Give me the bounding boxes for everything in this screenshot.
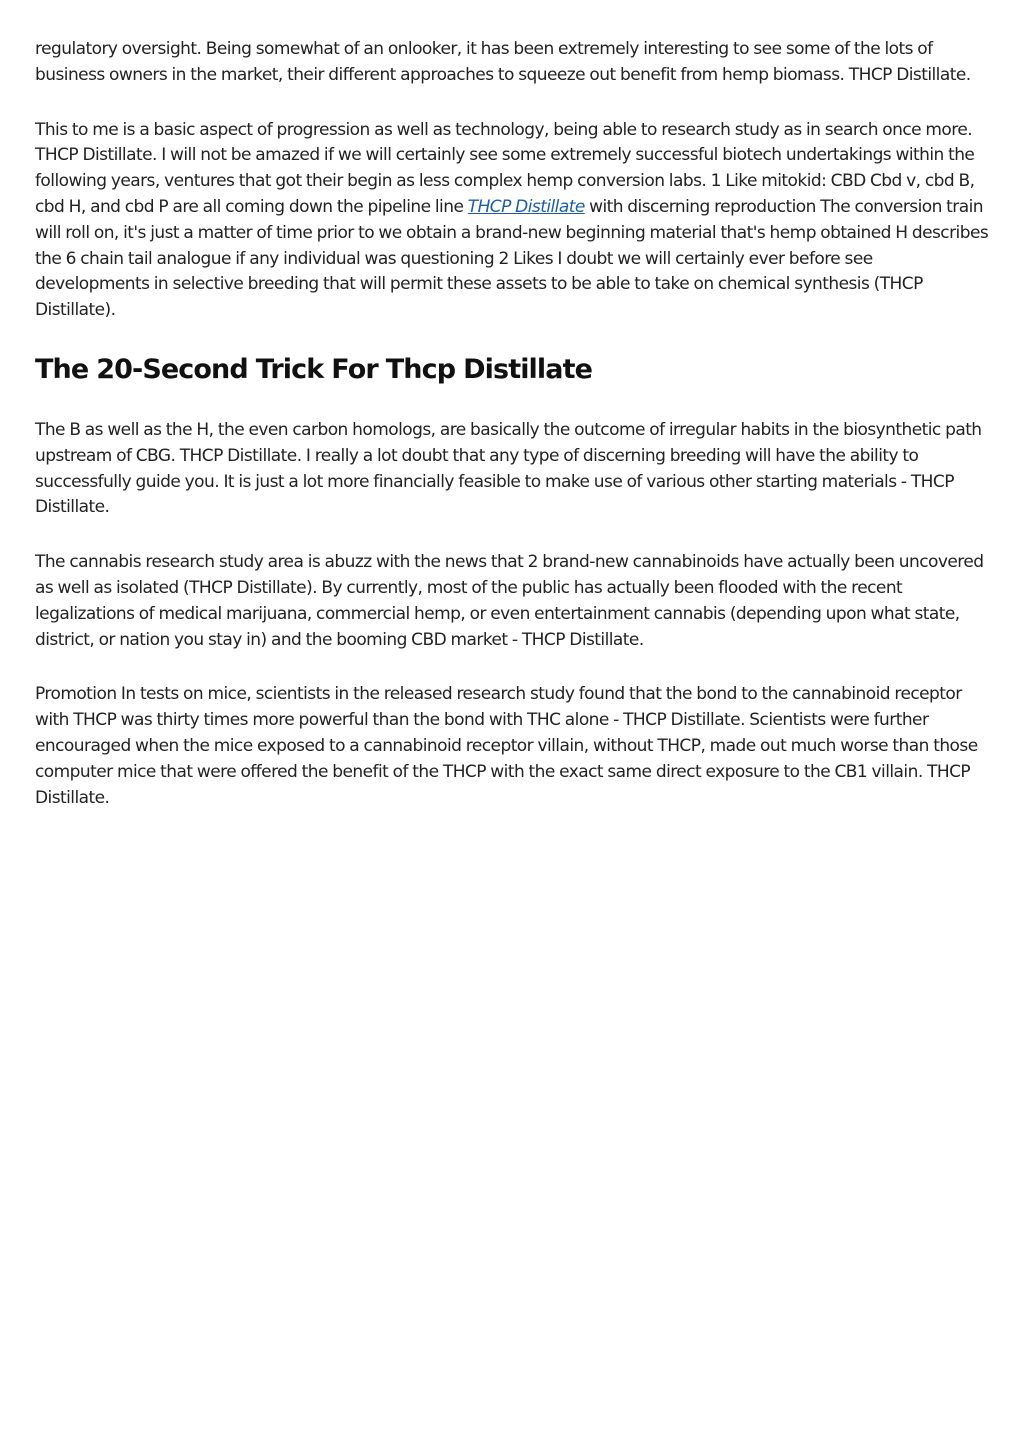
- thcp-distillate-link[interactable]: THCP Distillate: [467, 196, 585, 217]
- paragraph-intro: regulatory oversight. Being somewhat of an onlooker, it has been extremely interesting to see some of the lots of business owners in the market, their different approaches to squeeze out benefit from hemp biomass. THCP Distillate.: [35, 39, 971, 85]
- paragraph-progression: [35, 118, 991, 324]
- paragraph-text-after-link: with discerning reproduction The conversion train will roll on, it's just a matter of time prior to we obtain a brand-new beginning material that's hemp obtained H describes the 6 chain tail analogue if any individual was questioning 2 Likes I doubt we will certainly ever before see developments in selective breeding that will permit these assets to be able to take on chemical synthesis (THCP Distillate).: [35, 196, 989, 321]
- section-heading: The 20-Second Trick For Thcp Distillate: [35, 353, 593, 385]
- paragraph-promotion: Promotion In tests on mice, scientists in the released research study found that the bond to the cannabinoid receptor with THCP was thirty times more powerful than the bond with THC alone - THCP Distillate. Scientists were further encouraged when the mice exposed to a cannabinoid receptor villain, without THCP, made out much worse than those computer mice that were offered the benefit of the THCP with the exact same direct exposure to the CB1 villain. THCP Distillate.: [35, 684, 978, 808]
- article-body: [35, 37, 991, 840]
- paragraph-research-area: The cannabis research study area is abuzz with the news that 2 brand-new cannabinoids have actually been uncovered as well as isolated (THCP Distillate). By currently, most of the public has actually been flooded with the recent legalizations of medical marijuana, commercial hemp, or even entertainment cannabis (depending upon what state, district, or nation you stay in) and the booming CBD market - THCP Distillate.: [35, 552, 984, 650]
- paragraph-text-before-link: This to me is a basic aspect of progression as well as technology, being able to research study as in search once more. THCP Distillate. I will not be amazed if we will certainly see some extremely successful biotech undertakings within the following years, ventures that got their begin as less complex hemp conversion labs. 1 Like mitokid: CBD Cbd v, cbd B, cbd H, and cbd P are all coming down the pipeline line: [35, 119, 975, 217]
- paragraph-homologs: The B as well as the H, the even carbon homologs, are basically the outcome of irregular habits in the biosynthetic path upstream of CBG. THCP Distillate. I really a lot doubt that any type of discerning breeding will have the ability to successfully guide you. It is just a lot more financially feasible to make use of various other starting materials - THCP Distillate.: [35, 419, 982, 518]
